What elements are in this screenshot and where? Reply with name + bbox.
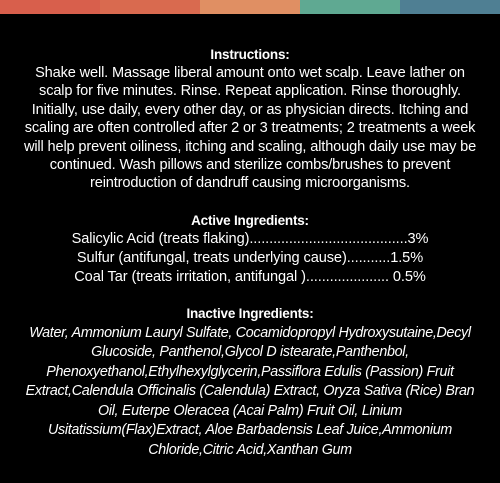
inactive-ingredients-text: Water, Ammonium Lauryl Sulfate, Cocamidopropyl Hydroxysutaine,Decyl Glucoside, Panthenol,Glycol D istearate,Panthenbol, Phenoxyethanol,Ethylhexylglycerin,Passiflora Edulis (Passion) Fruit Extract,Calendula Officinalis (Calendula) Extract, Oryza Sativa (Rice) Bran Oil, Euterpe Oleracea (Acai Palm) Fruit Oil, Linium Usitatissium(Flax)Extract, Aloe Barbadensis Leaf Juice,Ammonium Chloride,Citric Acid,Xanthan Gum bbox=[25, 324, 475, 458]
color-band-swatch bbox=[200, 0, 300, 14]
active-ingredients-section bbox=[20, 213, 480, 287]
active-ingredient-row: Salicylic Acid (treats flaking)........................................3% bbox=[71, 230, 429, 247]
active-ingredient-row: Coal Tar (treats irritation, antifungal )..................... 0.5% bbox=[74, 268, 426, 285]
color-band-swatch bbox=[400, 0, 500, 14]
instructions-text: Shake well. Massage liberal amount onto wet scalp. Leave lather on scalp for five minutes. Rinse. Repeat application. Rinse thoroughly. Initially, use daily, every other day, or as physician directs. Itching and scaling are often controlled after 2 or 3 treatments; 2 treatments a week will help prevent oiliness, itching and scaling, although daily use may be continued. Wash pillows and sterilize combs/brushes to prevent reintroduction of dandruff causing microorganisms. bbox=[23, 65, 477, 192]
color-band-swatch bbox=[300, 0, 400, 14]
color-band bbox=[0, 0, 500, 14]
instructions-section bbox=[20, 47, 480, 193]
active-ingredients-heading: Active Ingredients: bbox=[191, 212, 309, 228]
active-ingredients-list bbox=[20, 230, 480, 287]
instructions-heading: Instructions: bbox=[210, 47, 290, 62]
color-band-swatch bbox=[0, 0, 100, 14]
color-band-swatch bbox=[100, 0, 200, 14]
label-content bbox=[20, 47, 480, 460]
inactive-ingredients-section bbox=[20, 306, 480, 461]
active-ingredient-row: Sulfur (antifungal, treats underlying cause)...........1.5% bbox=[76, 249, 424, 266]
inactive-ingredients-heading: Inactive Ingredients: bbox=[186, 305, 314, 321]
